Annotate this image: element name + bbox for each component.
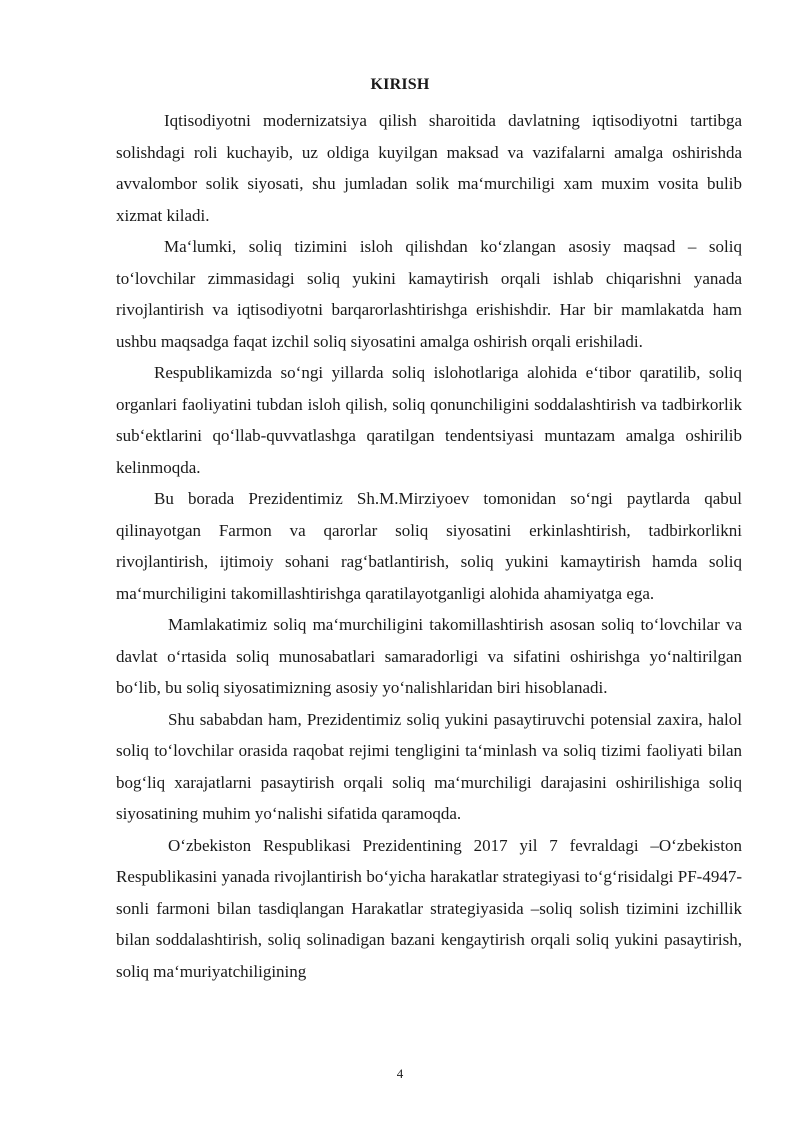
paragraph-7: Oʻzbekiston Respublikasi Prezidentining 2017 yil 7 fevraldagi –Oʻzbekiston Respublikasini yanada rivojlantirish boʻyicha harakatlar strategiyasi toʻgʻrisidalgi PF-4947-sonli farmoni bilan tasdiqlangan Harakatlar strategiyasida –soliq solish tizimini izchillik bilan soddalashtirish, soliq solinadigan bazani kengaytirish orqali soliq yukini pasaytirish, soliq maʻmuriyatchiligining (116, 835, 742, 981)
body-text (116, 105, 742, 987)
paragraph-4: Bu borada Prezidentimiz Sh.M.Mirziyoev tomonidan soʻngi paytlarda qabul qilinayotgan Farmon va qarorlar soliq siyosatini erkinlashtirish, tadbirkorlikni rivojlantirish, ijtimoiy sohani ragʻbatlantirish, soliq yukini kamaytirish hamda soliq maʻmurchiligini takomillashtirishga qaratilayotganligi alohida ahamiyatga ega. (116, 489, 742, 603)
paragraph-3: Respublikamizda soʻngi yillarda soliq islohotlariga alohida eʻtibor qaratilib, soliq organlari faoliyatini tubdan isloh qilish, soliq qonunchiligini soddalashtirish va tadbirkorlik subʻektlarini qoʻllab-quvvatlashga qaratilgan tendentsiyasi muntazam amalga oshirilib kelinmoqda. (116, 363, 742, 477)
paragraph-6: Shu sababdan ham, Prezidentimiz soliq yukini pasaytiruvchi potensial zaxira, halol soliq toʻlovchilar orasida raqobat rejimi tengligini taʻminlash va soliq tizimi faoliyati bilan bogʻliq xarajatlarni pasaytirish orqali soliq maʻmurchiligi darajasini oshirilishiga soliq siyosatining muhim yoʻnalishi sifatida qaramoqda. (116, 709, 742, 823)
page-number: 4 (396, 1066, 404, 1081)
paragraph-1: Iqtisodiyotni modernizatsiya qilish sharoitida davlatning iqtisodiyotni tartibga solishdagi roli kuchayib, uz oldiga kuyilgan maksad va vazifalarni amalga oshirishda avvalombor solik siyosati, shu jumladan solik maʻmurchiligi xam muxim vosita bulib xizmat kiladi. (116, 111, 742, 225)
paragraph-5: Mamlakatimiz soliq maʻmurchiligini takomillashtirish asosan soliq toʻlovchilar va davlat oʻrtasida soliq munosabatlari samaradorligi va sifatini oshirishga yoʻnaltirilgan boʻlib, bu soliq siyosatimizning asosiy yoʻnalishlaridan biri hisoblanadi. (116, 615, 742, 697)
section-heading: KIRISH (370, 76, 430, 93)
paragraph-2: Maʻlumki, soliq tizimini isloh qilishdan koʻzlangan asosiy maqsad – soliq toʻlovchilar zimmasidagi soliq yukini kamaytirish orqali ishlab chiqarishni yanada rivojlantirish va iqtisodiyotni barqarorlashtirishga erishishdir. Har bir mamlakatda ham ushbu maqsadga faqat izchil soliq siyosatini amalga oshirish orqali erishiladi. (116, 237, 742, 351)
